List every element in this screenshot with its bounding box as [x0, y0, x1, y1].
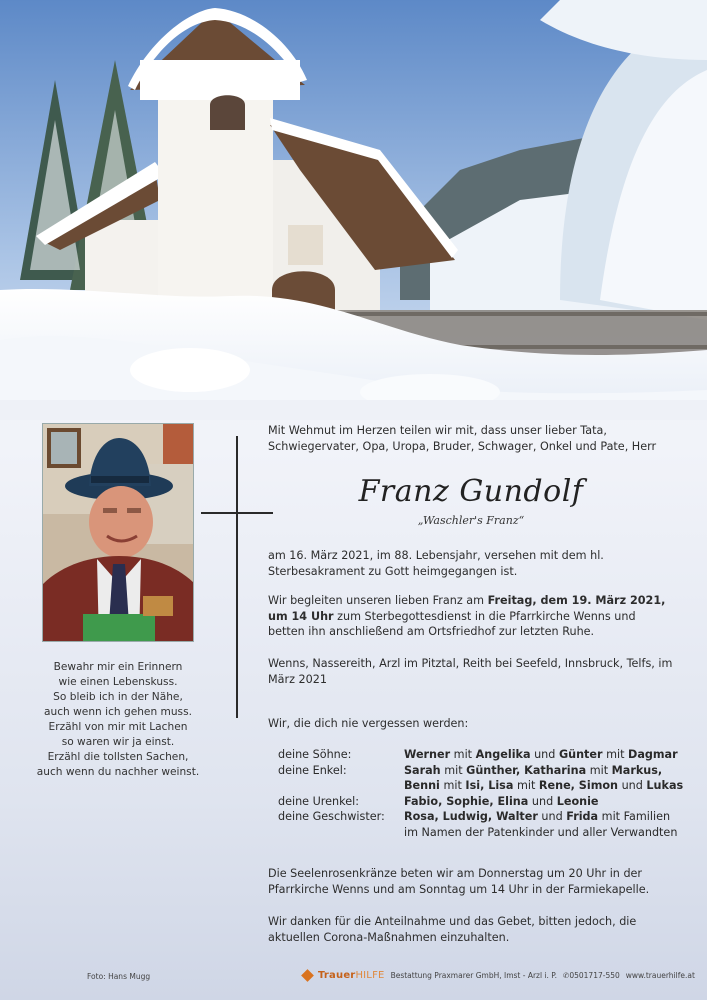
family-also: im Namen der Patenkinder und aller Verwandten [404, 825, 678, 839]
trauerhilfe-logo: TrauerHILFE [318, 970, 385, 981]
poem-line: auch wenn ich gehen muss. [44, 706, 192, 718]
trauerhilfe-logo-icon [301, 969, 314, 982]
cross-horizontal-bar [201, 512, 273, 514]
poem-line: so waren wir ja einst. [61, 736, 175, 748]
poem-line: So bleib ich in der Nähe, [53, 691, 183, 703]
funeral-post: zum Sterbegottesdienst in die Pfarrkirche Wenns und betten ihn anschließend am Ortsfriedhof zur letzten Ruhe. [268, 609, 636, 639]
thanks-paragraph: Wir danken für die Anteilnahme und das Gebet, bitten jedoch, die aktuellen Corona-Maßnahmen einzuhalten. [268, 915, 637, 944]
family-names: Rosa, Ludwig, Walter und Frida mit Familien [404, 810, 671, 824]
deceased-nickname: „Waschler's Franz“ [417, 514, 525, 527]
funeral-date: Freitag, dem 19. März 2021, um 14 Uhr [268, 594, 666, 623]
footer-company-line [303, 970, 695, 981]
family-names: Fabio, Sophie, Elina und Leonie [404, 794, 599, 808]
family-relation-label: deine Geschwister: [278, 810, 385, 824]
poem-line: Bewahr mir ein Erinnern [53, 661, 183, 673]
poem-line: Erzähl die tollsten Sachen, [47, 751, 189, 763]
family-names: Sarah mit Günther, Katharina mit Markus, [404, 763, 663, 777]
poem-line: wie einen Lebenskuss. [58, 676, 178, 688]
mourners-intro: Wir, die dich nie vergessen werden: [268, 717, 469, 730]
family-relation-label: deine Urenkel: [278, 794, 359, 808]
company-phone: ✆0501717-550 [563, 971, 620, 980]
photo-credit: Foto: Hans Mugg [87, 972, 151, 981]
cross-vertical-bar [236, 436, 238, 718]
family-row-siblings [278, 809, 688, 825]
family-list [278, 747, 688, 841]
family-names: Werner mit Angelika und Günter mit Dagmar [404, 748, 678, 761]
family-names: Benni mit Isi, Lisa mit Rene, Simon und Lukas [404, 779, 684, 793]
memorial-poem [30, 660, 206, 780]
funeral-pre: Wir begleiten unseren lieben Franz am [268, 594, 488, 607]
family-row-great-grandchildren [278, 794, 688, 810]
poem-line: auch wenn du nachher weinst. [36, 766, 200, 778]
family-row-grandchildren [278, 763, 688, 779]
header-winter-chapel-photo [0, 0, 707, 420]
funeral-paragraph [268, 593, 674, 640]
portrait-photo [42, 423, 194, 642]
family-relation-label: deine Söhne: [278, 748, 352, 761]
family-row-also [278, 825, 688, 841]
poem-line: Erzähl von mir mit Lachen [48, 721, 188, 733]
company-website[interactable]: www.trauerhilfe.at [625, 971, 695, 980]
company-name: Bestattung Praxmarer GmbH, Imst - Arzl i. P. [390, 971, 558, 980]
family-row-grandchildren-2 [278, 778, 688, 794]
places-paragraph: Wenns, Nassereith, Arzl im Pitztal, Reith bei Seefeld, Innsbruck, Telfs, im März 2021 [268, 657, 673, 686]
rosary-paragraph: Die Seelenrosenkränze beten wir am Donnerstag um 20 Uhr in der Pfarrkirche Wenns und am Sonntag um 14 Uhr in der Farmiekapelle. [268, 867, 650, 896]
intro-paragraph: Mit Wehmut im Herzen teilen wir mit, dass unser lieber Tata, Schwiegervater, Opa, Uropa, Bruder, Schwager, Onkel und Pate, Herr [268, 424, 657, 453]
deceased-name: Franz Gundolf [358, 474, 584, 509]
death-notice-paragraph: am 16. März 2021, im 88. Lebensjahr, versehen mit dem hl. Sterbesakrament zu Gott heimgegangen ist. [268, 549, 604, 578]
family-row-sons [278, 747, 688, 763]
family-relation-label: deine Enkel: [278, 763, 347, 777]
